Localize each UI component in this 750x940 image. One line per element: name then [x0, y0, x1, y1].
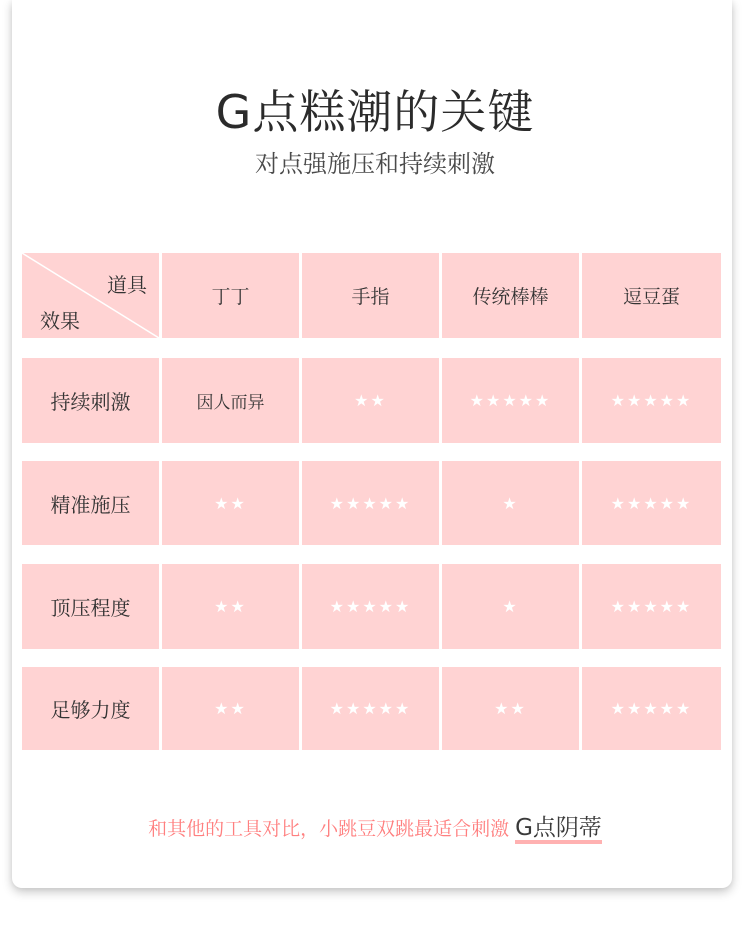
rating-stars: ★★★★★ [582, 358, 721, 443]
column-header: 丁丁 [162, 253, 299, 338]
row-label: 顶压程度 [22, 564, 159, 649]
column-header: 传统棒棒 [442, 253, 579, 338]
rating-stars: ★★ [162, 667, 299, 750]
rating-stars: ★★★★★ [302, 461, 439, 545]
rating-stars: ★ [442, 564, 579, 649]
row-label: 精准施压 [22, 461, 159, 545]
table-corner-header [22, 253, 159, 338]
corner-effect-label: 效果 [40, 309, 80, 333]
footer-highlight: G点阴蒂 [515, 816, 602, 844]
page-subtitle: 对点强施压和持续刺激 [255, 150, 495, 178]
rating-stars: ★★ [162, 564, 299, 649]
rating-stars: ★★★★★ [582, 461, 721, 545]
rating-stars: ★★★★★ [442, 358, 579, 443]
rating-stars: ★★ [442, 667, 579, 750]
rating-stars: ★★★★★ [582, 564, 721, 649]
rating-stars: ★★★★★ [302, 667, 439, 750]
page-title: G点糕潮的关键 [215, 85, 535, 139]
column-header: 手指 [302, 253, 439, 338]
row-label: 持续刺激 [22, 358, 159, 443]
row-label: 足够力度 [22, 667, 159, 750]
rating-cell: 因人而异 [162, 358, 299, 443]
rating-stars: ★★★★★ [302, 564, 439, 649]
rating-stars: ★★ [302, 358, 439, 443]
footer-summary [0, 814, 750, 844]
rating-stars: ★★ [162, 461, 299, 545]
column-header: 逗豆蛋 [582, 253, 721, 338]
corner-tool-label: 道具 [107, 273, 147, 297]
footer-lead-text: 和其他的工具对比，小跳豆双跳最适合刺激 [148, 818, 510, 840]
comparison-table [22, 253, 721, 750]
rating-stars: ★ [442, 461, 579, 545]
rating-stars: ★★★★★ [582, 667, 721, 750]
